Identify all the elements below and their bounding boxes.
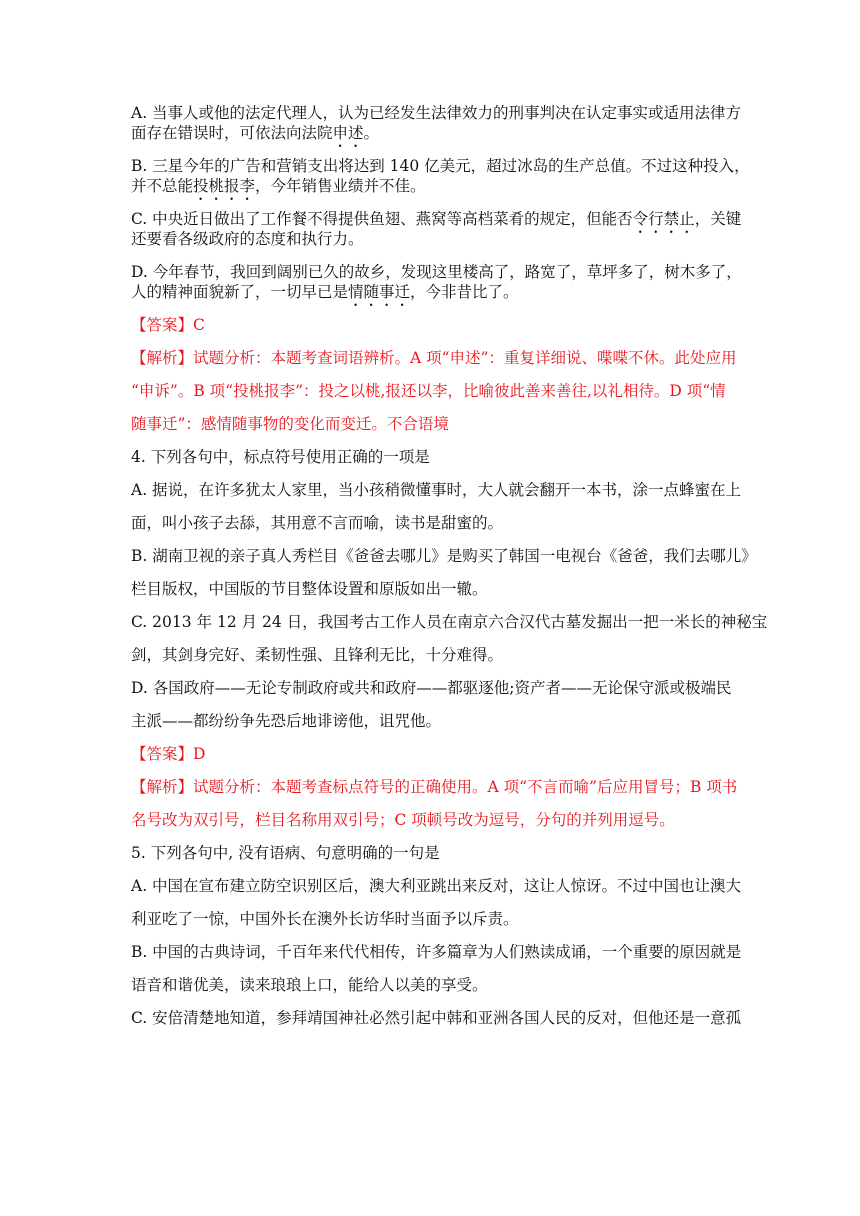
q4-option-d-line2: 主派——都纷纷争先恐后地诽谤他，诅咒他。 [131, 712, 442, 730]
q3-analysis-line1: 【解析】试题分析：本题考查词语辨析。A 项“申述”：重复详细说、喋喋不休。此处应用 [131, 349, 737, 367]
q4-option-c-line2: 剑，其剑身完好、柔韧性强、且锋利无比，十分难得。 [131, 646, 504, 664]
q5-stem: 5. 下列各句中, 没有语病、句意明确的一句是 [131, 844, 440, 862]
q4-option-c-line1: C. 2013 年 12 月 24 日，我国考古工作人员在南京六合汉代古墓发掘出一把一米长的神秘宝 [131, 613, 768, 631]
q4-analysis-line1: 【解析】试题分析：本题考查标点符号的正确使用。A 项“不言而喻”后应用冒号；B 项书 [131, 778, 738, 796]
q3-answer: 【答案】C [131, 316, 205, 334]
q3-option-b-term: 投桃报李 [193, 177, 256, 195]
q4-option-d-line1: D. 各国政府——无论专制政府或共和政府——都驱逐他;资产者——无论保守派或极端民 [131, 679, 732, 697]
q3-option-a-line2: 面存在错误时，可依法向法院申述。 [131, 124, 380, 142]
q3-analysis-line3: 随事迁”：感情随事物的变化而变迁。不合语境 [131, 415, 449, 433]
q5-option-a-line1: A. 中国在宣布建立防空识别区后，澳大利亚跳出来反对，这让人惊讶。不过中国也让澳大 [131, 877, 742, 895]
q4-answer: 【答案】D [131, 745, 206, 763]
q4-stem: 4. 下列各句中，标点符号使用正确的一项是 [131, 448, 430, 466]
q3-option-b-line1: B. 三星今年的广告和营销支出将达到 140 亿美元，超过冰岛的生产总值。不过这种投入， [131, 157, 750, 175]
q5-option-b-line2: 语音和谐优美，读来琅琅上口，能给人以美的享受。 [131, 976, 488, 994]
q3-option-c-line1: C. 中央近日做出了工作餐不得提供鱼翅、燕窝等高档菜肴的规定，但能否令行禁止，关键 [131, 210, 742, 228]
q3-option-b-line2: 并不总能投桃报李，今年销售业绩并不佳。 [131, 177, 426, 195]
q4-analysis-line2: 名号改为双引号，栏目名称用双引号；C 项顿号改为逗号，分句的并列用逗号。 [131, 811, 675, 829]
q3-option-a-line1: A. 当事人或他的法定代理人，认为已经发生法律效力的刑事判决在认定事实或适用法律方 [131, 104, 742, 122]
q4-option-b-line1: B. 湖南卫视的亲子真人秀栏目《爸爸去哪儿》是购买了韩国一电视台《爸爸，我们去哪儿》 [131, 547, 757, 565]
q5-option-b-line1: B. 中国的古典诗词，千百年来代代相传，许多篇章为人们熟读成诵，一个重要的原因就是 [131, 943, 742, 961]
q4-option-b-line2: 栏目版权，中国版的节目整体设置和原版如出一辙。 [131, 580, 488, 598]
q5-option-a-line2: 利亚吃了一惊，中国外长在澳外长访华时当面予以斥责。 [131, 910, 519, 928]
q4-option-a-line2: 面，叫小孩子去舔，其用意不言而喻，读书是甜蜜的。 [131, 514, 504, 532]
q3-option-d-line1: D. 今年春节，我回到阔别已久的故乡，发现这里楼高了，路宽了，草坪多了，树木多了， [131, 263, 742, 281]
q3-analysis-line2: “申诉”。B 项“投桃报李”：投之以桃,报还以李，比喻彼此善来善往,以礼相待。D 项“情 [131, 382, 726, 400]
q5-option-c-line1: C. 安倍清楚地知道，参拜靖国神社必然引起中韩和亚洲各国人民的反对，但他还是一意孤 [131, 1009, 742, 1027]
q3-option-a-term: 申述 [332, 124, 364, 142]
document-body [131, 103, 768, 1028]
q3-option-c-line2: 还要看各级政府的态度和执行力。 [131, 230, 364, 248]
q3-option-c-term: 令行禁止 [632, 210, 695, 228]
q3-option-d-term: 情随事迁 [348, 283, 411, 301]
q4-option-a-line1: A. 据说，在许多犹太人家里，当小孩稍微懂事时，大人就会翻开一本书，涂一点蜂蜜在上 [131, 481, 742, 499]
q3-option-d-line2: 人的精神面貌新了，一切早已是情随事迁，今非昔比了。 [131, 283, 519, 301]
